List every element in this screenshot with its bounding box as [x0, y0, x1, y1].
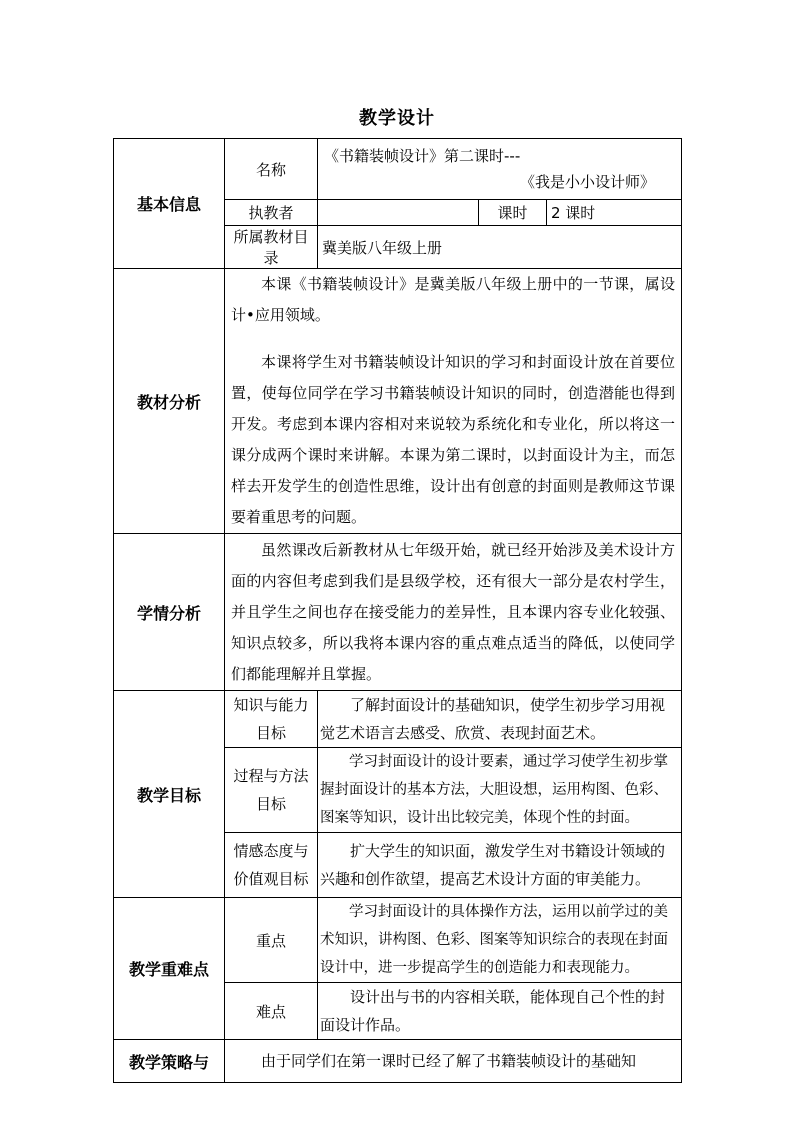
hours-label: 课时 [479, 200, 547, 226]
strategy-text: 由于同学们在第一课时已经了解了书籍装帧设计的基础知 [225, 1040, 682, 1083]
row-strategy [114, 1040, 682, 1083]
difficulty-label: 难点 [225, 983, 318, 1040]
goal-2-text: 学习封面设计的设计要素，通过学习使学生初步掌握封面设计的基本方法，大胆设想，运用构图、色彩、图案等知识，设计出比较完美，体现个性的封面。 [318, 748, 682, 833]
name-line2: 《我是小小设计师》 [519, 173, 655, 191]
goal-3-label: 情感态度与价值观目标 [225, 833, 318, 898]
material-para1: 本课《书籍装帧设计》是冀美版八年级上册中的一节课，属设计•应用领域。 [231, 275, 675, 324]
key-label: 重点 [225, 898, 318, 983]
name-line1: 《书籍装帧设计》第二课时--- [324, 147, 521, 165]
teacher-value [318, 200, 479, 226]
material-header: 教材分析 [114, 269, 225, 534]
student-header: 学情分析 [114, 534, 225, 691]
row-name [114, 139, 682, 200]
goal-2-label: 过程与方法目标 [225, 748, 318, 833]
material-cell [225, 269, 682, 534]
goals-header: 教学目标 [114, 691, 225, 898]
hours-value: 2 课时 [547, 200, 682, 226]
key-text: 学习封面设计的具体操作方法，运用以前学过的美术知识，讲构图、色彩、图案等知识综合的表现在封面设计中，进一步提高学生的创造能力和表现能力。 [318, 898, 682, 983]
material-para2: 本课将学生对书籍装帧设计知识的学习和封面设计放在首要位置，使每位同学在学习书籍装帧设计知识的同时，创造潜能也得到开发。考虑到本课内容相对来说较为系统化和专业化，所以将这一课分成两个课时来讲解。本课为第二课时，以封面设计为主，而怎样去开发学生的创造性思维，设计出有创意的封面则是教师这节课要着重思考的问题。 [231, 353, 675, 526]
name-value [318, 139, 682, 200]
goal-3-text: 扩大学生的知识面，激发学生对书籍设计领域的兴趣和创作欲望，提高艺术设计方面的审美能力。 [318, 833, 682, 898]
row-student [114, 534, 682, 691]
goal-1-label: 知识与能力目标 [225, 691, 318, 748]
lesson-plan-table [113, 138, 682, 1083]
name-label: 名称 [225, 139, 318, 200]
strategy-header: 教学策略与 [114, 1040, 225, 1083]
teacher-label: 执教者 [225, 200, 318, 226]
goal-1-text: 了解封面设计的基础知识，使学生初步学习用视觉艺术语言去感受、欣赏、表现封面艺术。 [318, 691, 682, 748]
basic-info-header: 基本信息 [114, 139, 225, 269]
row-goal-1 [114, 691, 682, 748]
difficulty-text: 设计出与书的内容相关联，能体现自己个性的封面设计作品。 [318, 983, 682, 1040]
row-key [114, 898, 682, 983]
page-title: 教学设计 [359, 108, 435, 129]
row-material [114, 269, 682, 534]
textbook-label: 所属教材目录 [225, 226, 318, 269]
textbook-value: 冀美版八年级上册 [318, 226, 682, 269]
keypoints-header: 教学重难点 [114, 898, 225, 1040]
student-text: 虽然课改后新教材从七年级开始，就已经开始涉及美术设计方面的内容但考虑到我们是县级学校，还有很大一部分是农村学生，并且学生之间也存在接受能力的差异性，且本课内容专业化较强、知识点较多，所以我将本课内容的重点难点适当的降低，以使同学们都能理解并且掌握。 [225, 534, 682, 691]
